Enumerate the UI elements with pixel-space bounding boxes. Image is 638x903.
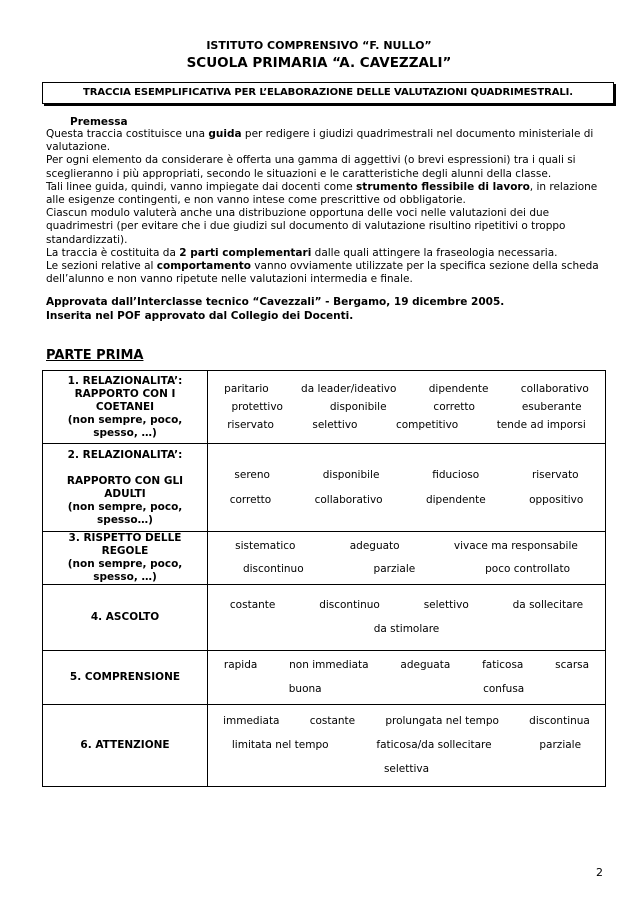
adjective: paritario — [224, 382, 269, 395]
approval-line: Inserita nel POF approvato dal Collegio dei Docenti. — [46, 309, 354, 322]
adjective-line — [208, 540, 605, 553]
adjective: poco controllato — [485, 563, 571, 575]
adjective: da leader/ideativo — [301, 382, 397, 395]
evaluation-category — [43, 371, 208, 444]
adjective: dipendente — [425, 493, 486, 506]
adjective: tende ad imporsi — [496, 418, 586, 431]
premessa-paragraph: Per ogni elemento da considerare è offerta una gamma di aggettivi (o brevi espressioni) tra i quali si sceglieranno i più appropriati, secondo le situazioni e le caratteristiche degli alunni della classe. — [46, 154, 576, 180]
evaluation-row — [43, 444, 606, 532]
category-line: ADULTI — [104, 487, 146, 500]
category-line: 5. COMPRENSIONE — [69, 671, 181, 683]
adjective: faticosa — [482, 659, 524, 671]
page-number: 2 — [596, 866, 603, 879]
adjective: scarsa — [555, 659, 590, 671]
premessa-paragraph: Tali linee guida, quindi, vanno impiegate dai docenti come strumento flessibile di lavoro, in relazione alle esigenze contingenti, e non vanno intese come prescrittive od obbligatorie. — [46, 180, 598, 207]
adjective: rapida — [223, 659, 258, 671]
adjective-line — [208, 659, 605, 672]
category-line: RAPPORTO CON I — [74, 387, 176, 400]
adjective: riservato — [531, 468, 579, 481]
adjective: limitata nel tempo — [231, 739, 329, 751]
adjective: confusa — [483, 683, 525, 695]
adjective-line — [208, 419, 605, 432]
adjective: sistematico — [235, 540, 296, 552]
adjective-line — [208, 383, 605, 396]
adjective: prolungata nel tempo — [385, 715, 499, 727]
evaluation-category — [43, 651, 208, 705]
adjective-line — [208, 683, 605, 696]
evaluation-category — [43, 444, 208, 532]
approval-line: Approvata dall’Interclasse tecnico “Cavezzali” - Bergamo, 19 dicembre 2005. — [46, 296, 505, 308]
premessa-heading: Premessa — [70, 116, 128, 128]
adjective-line — [208, 469, 605, 482]
evaluation-row — [43, 532, 606, 585]
adjective: costante — [229, 599, 276, 611]
adjective: parziale — [539, 739, 582, 751]
evaluation-row — [43, 651, 606, 705]
category-line: 2. RELAZIONALITA’: — [67, 448, 183, 461]
institute-title: ISTITUTO COMPRENSIVO “F. NULLO” — [206, 39, 432, 52]
premessa-paragraph: Ciascun modulo valuterà anche una distribuzione opportuna delle voci nelle valutazioni dei due quadrimestri (per evitare che i due giudizi sul documento di valutazione risultino ripetitivi o troppo standardizzati). — [46, 207, 566, 246]
adjective-line — [208, 494, 605, 507]
adjective: sereno — [234, 468, 270, 481]
adjective: dipendente — [428, 382, 489, 395]
adjective: riservato — [227, 418, 274, 431]
category-line: (non sempre, poco, — [67, 558, 183, 570]
evaluation-category — [43, 705, 208, 787]
trace-title-box: TRACCIA ESEMPLIFICATIVA PER L’ELABORAZIONE DELLE VALUTAZIONI QUADRIMESTRALI. — [42, 82, 614, 104]
adjective: da sollecitare — [512, 599, 584, 611]
school-title: SCUOLA PRIMARIA “A. CAVEZZALI” — [186, 55, 452, 71]
category-line — [43, 462, 207, 475]
category-line: spesso, …) — [93, 571, 157, 583]
category-line: spesso…) — [97, 513, 153, 526]
category-line: REGOLE — [101, 545, 149, 557]
adjective: disponibile — [322, 468, 380, 481]
adjective: disponibile — [329, 400, 387, 413]
adjective: parziale — [373, 563, 416, 575]
adjective: adeguata — [400, 659, 451, 671]
category-line: 1. RELAZIONALITA’: — [67, 374, 183, 387]
adjective: competitivo — [395, 418, 459, 431]
evaluation-table — [42, 370, 606, 787]
evaluation-row — [43, 705, 606, 787]
part-heading: PARTE PRIMA — [46, 348, 144, 363]
approval-note — [46, 296, 616, 323]
adjective: selettivo — [423, 599, 469, 611]
adjective-line — [208, 715, 605, 728]
evaluation-row — [43, 371, 606, 444]
adjective: costante — [309, 715, 356, 727]
adjective: da stimolare — [373, 623, 440, 635]
premessa-body — [46, 128, 616, 286]
category-line: 4. ASCOLTO — [90, 611, 160, 623]
category-line: RAPPORTO CON GLI — [66, 474, 184, 487]
category-line: COETANEI — [95, 400, 155, 413]
evaluation-category — [43, 532, 208, 585]
category-line: (non sempre, poco, — [67, 500, 183, 513]
adjective: fiducioso — [432, 468, 480, 481]
adjective: selettivo — [312, 418, 358, 431]
evaluation-category — [43, 585, 208, 651]
adjective-cell — [208, 444, 606, 532]
adjective: corretto — [433, 400, 475, 413]
adjective: corretto — [229, 493, 272, 506]
adjective: collaborativo — [314, 493, 383, 506]
adjective: adeguato — [349, 540, 400, 552]
adjective-line — [208, 563, 605, 576]
category-line: (non sempre, poco, — [67, 413, 183, 426]
adjective-line — [208, 623, 605, 636]
adjective: vivace ma responsabile — [453, 540, 578, 552]
adjective-cell — [208, 585, 606, 651]
adjective-cell — [208, 705, 606, 787]
adjective: oppositivo — [529, 493, 584, 506]
adjective: non immediata — [289, 659, 369, 671]
category-line: 6. ATTENZIONE — [80, 739, 170, 751]
adjective-cell — [208, 532, 606, 585]
adjective: collaborativo — [520, 382, 589, 395]
premessa-paragraph: Questa traccia costituisce una guida per redigere i giudizi quadrimestrali nel documento ministeriale di valutazione. — [46, 128, 594, 154]
adjective: faticosa/da sollecitare — [376, 739, 492, 751]
adjective-line — [208, 739, 605, 752]
adjective: selettiva — [383, 763, 430, 775]
adjective-line — [208, 401, 605, 414]
adjective-cell — [208, 371, 606, 444]
adjective: esuberante — [521, 400, 582, 413]
adjective: buona — [288, 683, 322, 695]
category-line: 3. RISPETTO DELLE — [68, 532, 182, 544]
evaluation-row — [43, 585, 606, 651]
adjective-line — [208, 763, 605, 776]
category-line: spesso, …) — [93, 426, 157, 439]
adjective: discontinua — [529, 715, 590, 727]
adjective: discontinuo — [319, 599, 380, 611]
adjective: immediata — [223, 715, 280, 727]
adjective: protettivo — [231, 400, 283, 413]
adjective: discontinuo — [242, 563, 304, 575]
adjective-line — [208, 599, 605, 612]
premessa-paragraph: Le sezioni relative al comportamento vanno ovviamente utilizzate per la specifica sezione della scheda dell’alunno e non vanno ripetute nelle valutazioni intermedia e finale. — [46, 260, 599, 286]
premessa-paragraph: La traccia è costituita da 2 parti complementari dalle quali attingere la fraseologia necessaria. — [46, 246, 558, 259]
adjective-cell — [208, 651, 606, 705]
